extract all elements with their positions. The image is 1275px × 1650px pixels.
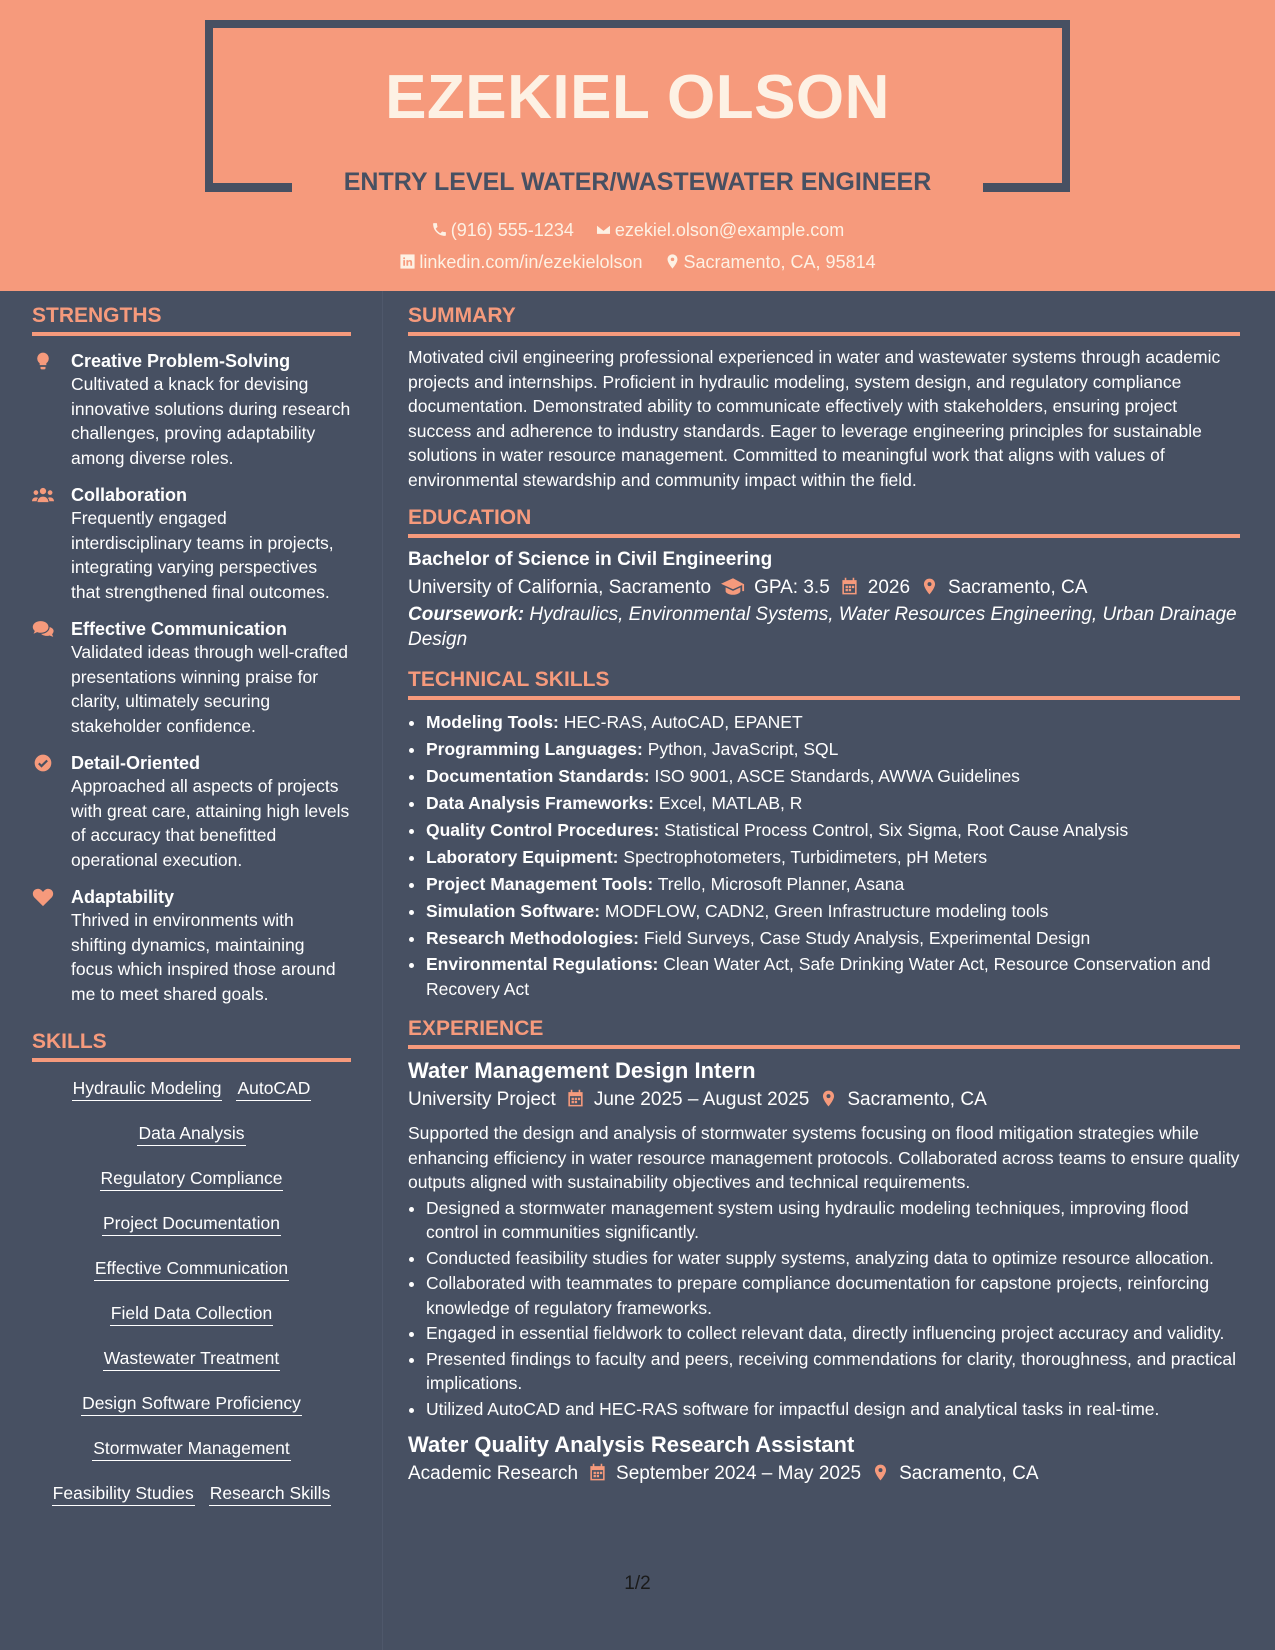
envelope-icon (595, 221, 612, 238)
summary-heading: SUMMARY (408, 304, 1240, 336)
skills-heading: SKILLS (32, 1030, 351, 1062)
comments-icon (32, 619, 54, 639)
tech-skill-value: Clean Water Act, Safe Drinking Water Act, Resource Conservation and Recovery Act (426, 954, 1211, 999)
calendar-icon (588, 1463, 607, 1482)
list-item: • Conducted feasibility studies for water supply systems, analyzing data to optimize resource allocation. (426, 1246, 1240, 1271)
skill-tag: Data Analysis (137, 1121, 245, 1146)
tech-skill-value: MODFLOW, CADN2, Green Infrastructure modeling tools (604, 901, 1049, 921)
calendar-icon (566, 1089, 585, 1108)
tech-skill-value: Trello, Microsoft Planner, Asana (657, 874, 905, 894)
tech-skill-value: Statistical Process Control, Six Sigma, Root Cause Analysis (664, 820, 1129, 840)
skill-tag: Field Data Collection (110, 1301, 273, 1326)
candidate-title: ENTRY LEVEL WATER/WASTEWATER ENGINEER (343, 168, 932, 196)
skill-tag: Stormwater Management (92, 1436, 290, 1461)
education-year: 2026 (867, 577, 911, 598)
job-meta (408, 1459, 1240, 1489)
education-heading: EDUCATION (408, 506, 1240, 538)
strength-title: Creative Problem-Solving (71, 351, 291, 371)
strength-desc: Cultivated a knack for devising innovative solutions during research challenges, proving adaptability among diverse roles. (71, 374, 351, 468)
strength-item (32, 618, 351, 738)
map-pin-icon (871, 1463, 890, 1482)
map-pin-icon (920, 577, 939, 596)
tech-skill-value: Excel, MATLAB, R (658, 793, 803, 813)
tech-skill-label: Data Analysis Frameworks: (426, 793, 654, 813)
job-description: Supported the design and analysis of stormwater systems focusing on flood mitigation strategies while enhancing efficiency in water resource management protocols. Collaborated across teams to ensure quality outputs aligned with sustainability objectives and technical requirements. (408, 1123, 1240, 1192)
education-coursework (408, 603, 1240, 652)
tech-skill-label: Laboratory Equipment: (426, 847, 619, 867)
strength-title: Collaboration (71, 485, 187, 505)
strength-title: Detail-Oriented (71, 753, 201, 773)
list-item: • Collaborated with teammates to prepare compliance documentation for capstone projects, reinforcing knowledge of regulatory frameworks. (426, 1271, 1240, 1320)
job-dates: June 2025 – August 2025 (593, 1089, 810, 1110)
contact-phone[interactable] (431, 220, 574, 241)
tech-skill-value: Spectrophotometers, Turbidimeters, pH Meters (623, 847, 988, 867)
list-item: • Utilized AutoCAD and HEC-RAS software for impactful design and analytical tasks in real-time. (426, 1397, 1240, 1422)
strength-desc: Approached all aspects of projects with great care, attaining high levels of accuracy that benefitted operational execution. (71, 776, 350, 870)
strength-title: Adaptability (71, 887, 175, 907)
job-org: Academic Research (408, 1463, 579, 1484)
tech-skill-value: Field Surveys, Case Study Analysis, Experimental Design (643, 928, 1091, 948)
contact-location-text: Sacramento, CA, 95814 (683, 252, 876, 272)
technical-skills-list (408, 709, 1240, 1001)
skill-tag: Research Skills (209, 1481, 332, 1506)
list-item (426, 925, 1240, 952)
education-location: Sacramento, CA (948, 577, 1088, 598)
header-banner (0, 0, 1275, 291)
contact-email[interactable] (595, 220, 844, 241)
left-column (32, 304, 351, 1526)
education-meta (408, 573, 1240, 603)
map-pin-icon (664, 253, 681, 270)
strength-item (32, 350, 351, 470)
skill-tag: Wastewater Treatment (103, 1346, 280, 1371)
list-item: • Engaged in essential fieldwork to collect relevant data, directly influencing project accuracy and validity. (426, 1321, 1240, 1346)
contact-linkedin[interactable] (399, 252, 642, 273)
strength-item (32, 886, 351, 1006)
linkedin-icon (399, 253, 416, 270)
tech-skill-label: Quality Control Procedures: (426, 820, 660, 840)
list-item (426, 844, 1240, 871)
job-dates: September 2024 – May 2025 (616, 1463, 862, 1484)
tech-skill-label: Simulation Software: (426, 901, 601, 921)
job-location: Sacramento, CA (847, 1089, 987, 1110)
coursework-label: Coursework: (408, 604, 525, 625)
education-school: University of California, Sacramento (408, 577, 712, 598)
experience-heading: EXPERIENCE (408, 1017, 1240, 1049)
tech-skill-value: HEC-RAS, AutoCAD, EPANET (563, 712, 803, 732)
coursework-list: Hydraulics, Environmental Systems, Water Resources Engineering, Urban Drainage Design (408, 604, 1237, 650)
list-item (426, 952, 1240, 1001)
candidate-name: EZEKIEL OLSON (385, 63, 890, 132)
skill-tag: Hydraulic Modeling (72, 1076, 223, 1101)
technical-skills-heading: TECHNICAL SKILLS (408, 668, 1240, 700)
job-meta (408, 1085, 1240, 1115)
skills-list (32, 1076, 351, 1526)
map-pin-icon (819, 1089, 838, 1108)
skill-tag: Project Documentation (102, 1211, 281, 1236)
strength-desc: Thrived in environments with shifting dynamics, maintaining focus which inspired those around me to meet shared goals. (71, 910, 336, 1004)
skill-tag: Effective Communication (94, 1256, 289, 1281)
column-divider (382, 291, 383, 1650)
job-title: Water Quality Analysis Research Assistant (408, 1432, 855, 1457)
strengths-heading: STRENGTHS (32, 304, 351, 336)
list-item: • Designed a stormwater management system using hydraulic modeling techniques, improving flood control in communities significantly. (426, 1196, 1240, 1245)
skill-tag: Regulatory Compliance (100, 1166, 284, 1191)
phone-icon (431, 221, 448, 238)
list-item (426, 898, 1240, 925)
lightbulb-icon (32, 351, 54, 371)
contact-linkedin-text: linkedin.com/in/ezekielolson (419, 252, 643, 272)
education-gpa: GPA: 3.5 (754, 577, 830, 598)
strength-title: Effective Communication (71, 619, 288, 639)
list-item (426, 763, 1240, 790)
tech-skill-label: Programming Languages: (426, 739, 643, 759)
users-icon (32, 485, 54, 505)
skill-tag: Design Software Proficiency (81, 1391, 302, 1416)
strength-desc: Frequently engaged interdisciplinary teams in projects, integrating varying perspectives that strengthened final outcomes. (71, 508, 334, 602)
tech-skill-value: Python, JavaScript, SQL (647, 739, 839, 759)
list-item (426, 736, 1240, 763)
contact-location (664, 252, 876, 273)
right-column (408, 304, 1240, 1489)
list-item (426, 817, 1240, 844)
job-org: University Project (408, 1089, 556, 1110)
tech-skill-label: Modeling Tools: (426, 712, 559, 732)
list-item (426, 871, 1240, 898)
list-item (426, 709, 1240, 736)
tech-skill-label: Environmental Regulations: (426, 954, 659, 974)
strength-desc: Validated ideas through well-crafted presentations winning praise for clarity, ultimately securing stakeholder confidence. (71, 642, 348, 736)
page-number: 1/2 (624, 1573, 651, 1594)
strength-item (32, 484, 351, 604)
job-bullets (408, 1196, 1240, 1422)
check-circle-icon (32, 753, 54, 773)
job-location: Sacramento, CA (899, 1463, 1039, 1484)
contact-phone-text: (916) 555-1234 (450, 220, 574, 240)
education-degree: Bachelor of Science in Civil Engineering (408, 549, 773, 570)
tech-skill-label: Documentation Standards: (426, 766, 650, 786)
strength-item (32, 752, 351, 872)
list-item: • Presented findings to faculty and peers, receiving commendations for clarity, thoroughness, and practical implications. (426, 1347, 1240, 1396)
tech-skill-label: Project Management Tools: (426, 874, 654, 894)
job-title: Water Management Design Intern (408, 1058, 756, 1083)
skill-tag: AutoCAD (236, 1076, 311, 1101)
contact-email-text: ezekiel.olson@example.com (614, 220, 845, 240)
tech-skill-label: Research Methodologies: (426, 928, 639, 948)
tech-skill-value: ISO 9001, ASCE Standards, AWWA Guidelines (654, 766, 1020, 786)
calendar-icon (840, 577, 859, 596)
skill-tag: Feasibility Studies (52, 1481, 195, 1506)
list-item (426, 790, 1240, 817)
summary-text: Motivated civil engineering professional experienced in water and wastewater systems through academic projects and internships. Proficient in hydraulic modeling, system design, and regulatory compliance documentation. Demonstrated ability to communicate effectively with stakeholders, ensuring project success and adherence to industry standards. Eager to leverage engineering principles for sustainable solutions in water resource management. Committed to meaningful work that aligns with values of environmental stewardship and community impact within the field. (408, 347, 1221, 490)
heart-icon (32, 887, 54, 907)
graduation-cap-icon (721, 577, 745, 596)
